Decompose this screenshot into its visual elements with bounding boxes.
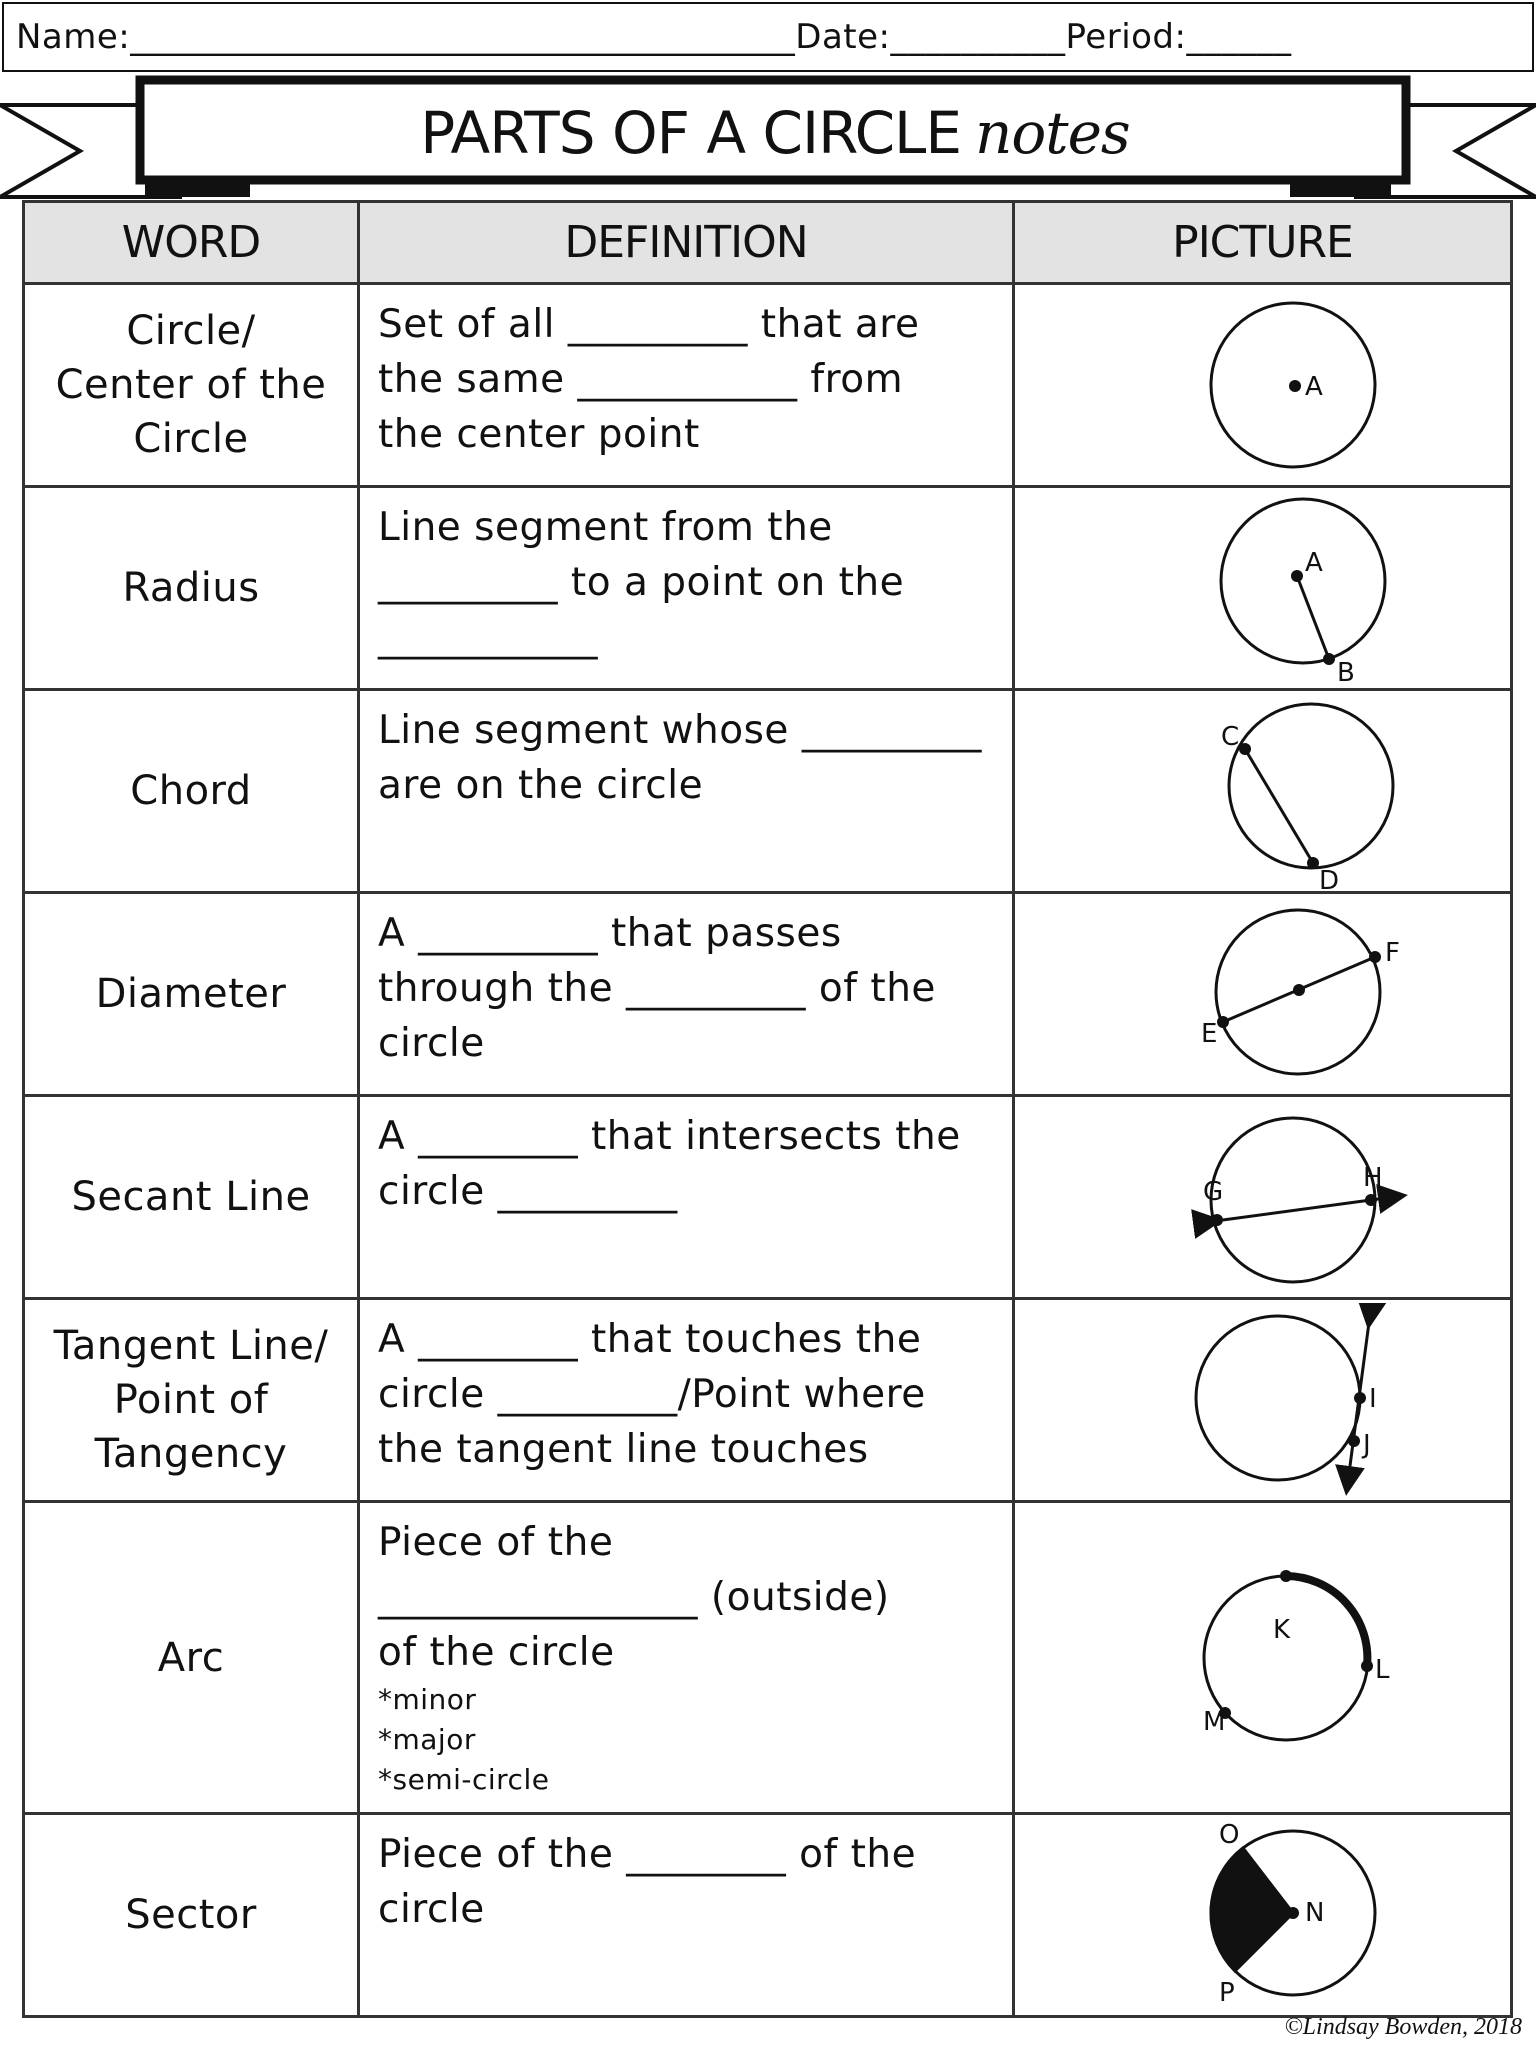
arc-type-note: *major	[378, 1723, 476, 1756]
picture-cell	[1014, 1299, 1512, 1502]
word-cell	[24, 1814, 359, 2017]
table-header-row	[24, 202, 1512, 284]
point-label: F	[1384, 937, 1400, 968]
page-title	[145, 93, 1405, 173]
word-cell	[24, 893, 359, 1096]
definition-text: the same ___________ from	[378, 357, 904, 402]
picture-cell	[1014, 487, 1512, 690]
definition-text: Piece of the	[378, 1520, 614, 1565]
definition-text: ___________	[378, 615, 598, 660]
definition-cell	[359, 690, 1014, 893]
word-text: Radius	[122, 565, 260, 611]
word-cell	[24, 1096, 359, 1299]
arc-type-note: *minor	[378, 1683, 477, 1716]
word-cell	[24, 1502, 359, 1814]
definition-text: circle	[378, 1021, 485, 1066]
table-row	[24, 487, 1512, 690]
picture-cell	[1014, 893, 1512, 1096]
definition-cell	[359, 893, 1014, 1096]
picture-cell	[1014, 284, 1512, 487]
point-label: N	[1304, 1898, 1324, 1928]
table-row	[24, 1299, 1512, 1502]
point-label: D	[1318, 866, 1339, 891]
table-row	[24, 284, 1512, 487]
definition-text: Set of all _________ that are	[378, 302, 920, 347]
header-definition: DEFINITION	[359, 202, 1014, 284]
definition-text: circle	[378, 1887, 485, 1932]
definition-text: ________________ (outside)	[378, 1575, 890, 1620]
arc-type-note: *semi-circle	[378, 1763, 550, 1796]
definition-cell	[359, 1299, 1014, 1502]
period-blank: ______	[1186, 17, 1292, 57]
table-row	[24, 1814, 1512, 2017]
definition-text: through the _________ of the	[378, 966, 936, 1011]
definition-text: _________ to a point on the	[378, 560, 905, 605]
word-text: Arc	[157, 1634, 225, 1681]
point-label: C	[1220, 722, 1239, 752]
word-text: Tangent Line/	[53, 1323, 329, 1369]
picture-cell	[1014, 690, 1512, 893]
point-label: G	[1202, 1176, 1223, 1207]
word-text: Secant Line	[71, 1174, 311, 1220]
definition-text: A ________ that touches the	[378, 1317, 922, 1362]
point-label: H	[1362, 1162, 1383, 1193]
title-text: PARTS OF A CIRCLE	[420, 99, 962, 167]
definition-text: circle _________	[378, 1169, 678, 1214]
definition-text: of the circle	[378, 1630, 615, 1675]
sector-diagram	[1023, 1815, 1503, 2015]
header-picture: PICTURE	[1014, 202, 1512, 284]
header-word: WORD	[24, 202, 359, 284]
definition-cell	[359, 1502, 1014, 1814]
definition-text: Line segment from the	[378, 505, 833, 550]
notes-table	[22, 200, 1513, 2018]
table-row	[24, 893, 1512, 1096]
student-info-row	[2, 2, 1534, 72]
table-row	[24, 690, 1512, 893]
word-text: Circle	[133, 416, 249, 462]
word-text: Chord	[130, 768, 252, 814]
secant-diagram	[1023, 1100, 1503, 1295]
name-blank: ______________________________________	[130, 17, 796, 57]
word-text: Sector	[125, 1892, 257, 1938]
picture-cell	[1014, 1814, 1512, 2017]
picture-cell	[1014, 1096, 1512, 1299]
point-label: L	[1374, 1654, 1389, 1685]
date-label: Date:	[795, 17, 891, 57]
definition-cell	[359, 1096, 1014, 1299]
word-cell	[24, 284, 359, 487]
period-label: Period:	[1065, 17, 1187, 57]
name-label: Name:	[16, 17, 131, 57]
circle-center-diagram	[1023, 290, 1503, 480]
definition-text: A _________ that passes	[378, 911, 842, 956]
word-text: Point of	[113, 1377, 269, 1423]
word-text: Circle/	[126, 308, 256, 354]
diameter-diagram	[1023, 897, 1503, 1092]
definition-text: Piece of the ________ of the	[378, 1832, 917, 1877]
definition-cell	[359, 487, 1014, 690]
word-text: Tangency	[94, 1431, 288, 1477]
point-label: I	[1368, 1383, 1377, 1414]
radius-diagram	[1023, 491, 1503, 686]
word-text: Diameter	[95, 971, 287, 1017]
point-label: P	[1218, 1978, 1235, 2008]
point-label: M	[1202, 1706, 1225, 1737]
definition-text: Line segment whose _________	[378, 708, 982, 753]
word-cell	[24, 1299, 359, 1502]
definition-text: the tangent line touches	[378, 1427, 869, 1472]
table-row	[24, 1096, 1512, 1299]
date-blank: __________	[890, 17, 1066, 57]
definition-text: are on the circle	[378, 763, 704, 808]
point-label: K	[1272, 1614, 1290, 1645]
title-banner	[0, 75, 1536, 200]
title-subtitle: notes	[975, 99, 1130, 167]
point-label: J	[1362, 1429, 1371, 1460]
word-text: Center of the	[55, 362, 327, 408]
definition-cell	[359, 284, 1014, 487]
definition-text: the center point	[378, 412, 700, 457]
arc-diagram	[1023, 1558, 1503, 1758]
definition-cell	[359, 1814, 1014, 2017]
copyright-notice: ©Lindsay Bowden, 2018	[1284, 2014, 1522, 2040]
definition-text: A ________ that intersects the	[378, 1114, 961, 1159]
chord-diagram	[1023, 691, 1503, 891]
definition-text: circle _________/Point where	[378, 1372, 926, 1417]
point-label: B	[1336, 657, 1355, 686]
point-label: O	[1218, 1820, 1239, 1850]
word-cell	[24, 690, 359, 893]
table-row	[24, 1502, 1512, 1814]
point-label: E	[1200, 1018, 1217, 1049]
point-label: A	[1304, 372, 1323, 402]
word-cell	[24, 487, 359, 690]
tangent-diagram	[1023, 1303, 1503, 1498]
picture-cell	[1014, 1502, 1512, 1814]
point-label: A	[1304, 547, 1323, 578]
